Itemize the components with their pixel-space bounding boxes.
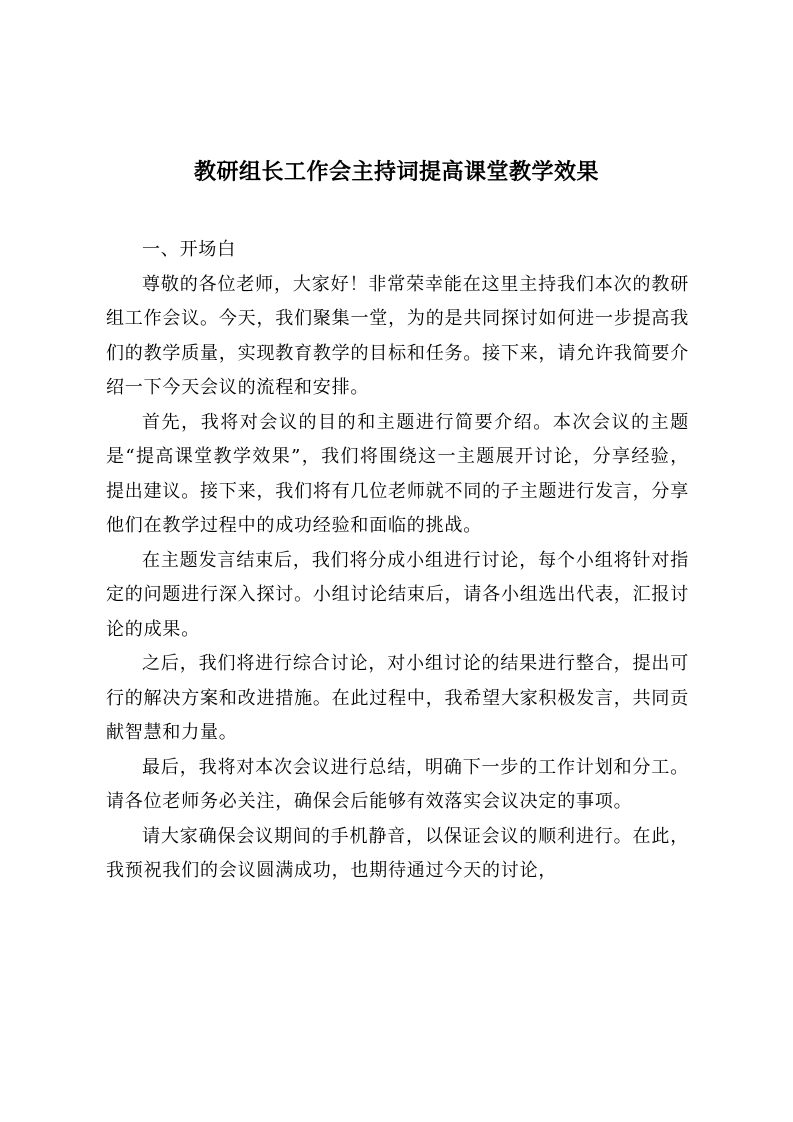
document-title: 教研组长工作会主持词提高课堂教学效果 — [193, 160, 599, 185]
paragraph-comprehensive-discussion: 之后，我们将进行综合讨论，对小组讨论的结果进行整合，提出可行的解决方案和改进措施。在此过程中，我希望大家积极发言，共同贡献智慧和力量。 — [106, 653, 689, 743]
paragraph-closing: 请大家确保会议期间的手机静音，以保证会议的顺利进行。在此，我预祝我们的会议圆满成功，也期待通过今天的讨论， — [106, 825, 689, 881]
paragraph-summary: 最后，我将对本次会议进行总结，明确下一步的工作计划和分工。请各位老师务必关注，确保会后能够有效落实会议决定的事项。 — [106, 756, 689, 812]
document-body — [106, 233, 689, 889]
paragraph-theme: 首先，我将对会议的目的和主题进行简要介绍。本次会议的主题是“提高课堂教学效果”，我们将围绕这一主题展开讨论，分享经验，提出建议。接下来，我们将有几位老师就不同的子主题进行发言，分享他们在教学过程中的成功经验和面临的挑战。 — [106, 411, 689, 536]
paragraph-opening: 尊敬的各位老师，大家好！非常荣幸能在这里主持我们本次的教研组工作会议。今天，我们聚集一堂，为的是共同探讨如何进一步提高我们的教学质量，实现教育教学的目标和任务。接下来，请允许我简要介绍一下今天会议的流程和安排。 — [106, 273, 689, 398]
paragraph-group-discussion: 在主题发言结束后，我们将分成小组进行讨论，每个小组将针对指定的问题进行深入探讨。小组讨论结束后，请各小组选出代表，汇报讨论的成果。 — [106, 549, 689, 640]
section-heading: 一、开场白 — [142, 239, 236, 260]
